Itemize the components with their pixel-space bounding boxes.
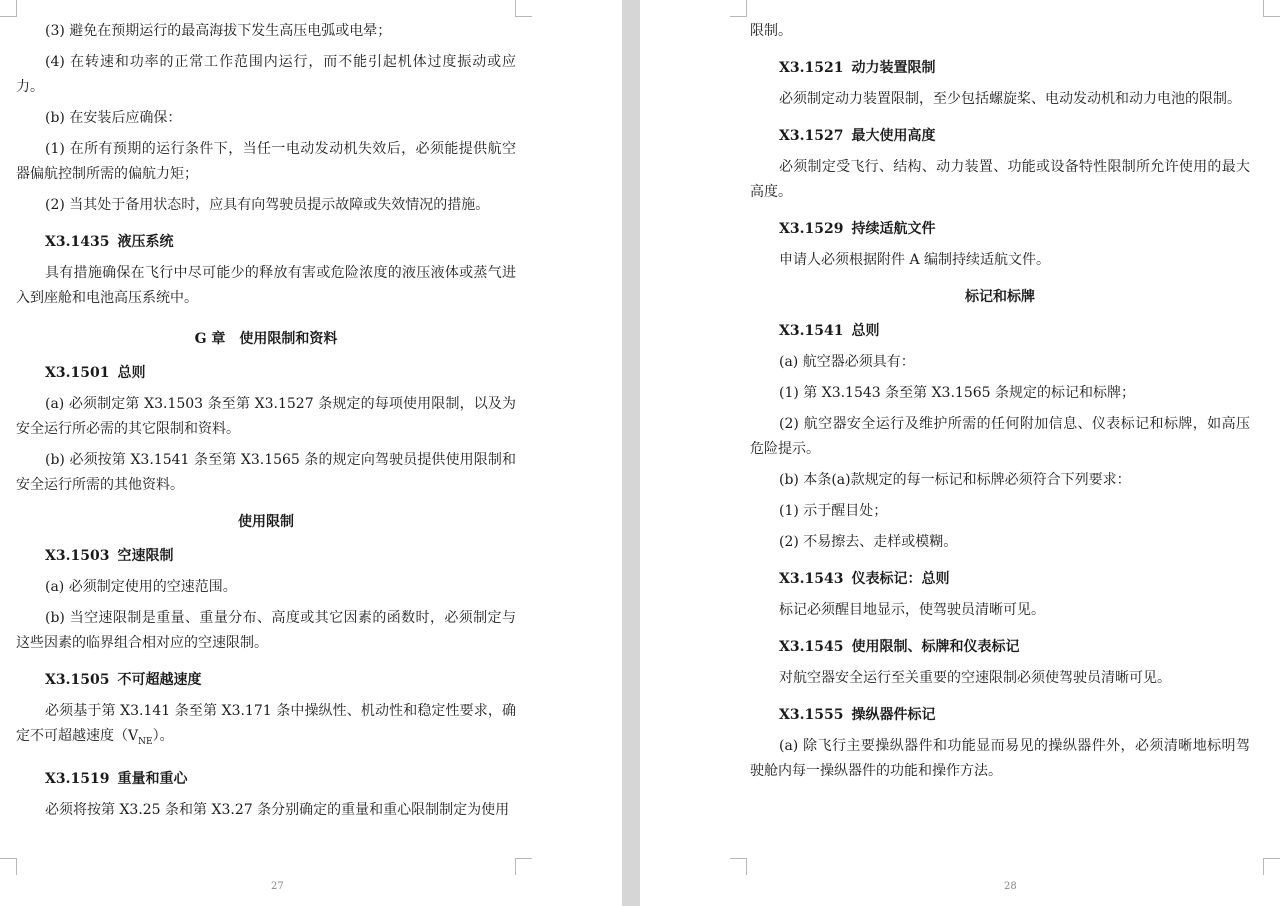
crop-mark-top-right: [1263, 0, 1280, 17]
section-title: 仪表标记：总则: [851, 571, 950, 587]
section-number: X3.1503: [45, 548, 110, 564]
section-title: 液压系统: [117, 234, 174, 250]
paragraph: (a) 航空器必须具有：: [779, 354, 915, 370]
section-heading-x3-1435: [16, 232, 516, 252]
section-heading-x3-1501: [16, 363, 516, 383]
paragraph: 对航空器安全运行至关重要的空速限制必须使驾驶员清晰可见。: [779, 670, 1171, 686]
section-number: X3.1501: [45, 365, 110, 381]
page-gap: [622, 0, 640, 906]
section-title: 持续适航文件: [851, 221, 936, 237]
paragraph: (2) 当其处于备用状态时，应具有向驾驶员提示故障或失效情况的措施。: [45, 197, 490, 213]
paragraph: 必须制定受飞行、结构、动力装置、功能或设备特性限制所允许使用的最大高度。: [750, 159, 1250, 200]
paragraph: (1) 在所有预期的运行条件下，当任一电动发动机失效后，必须能提供航空器偏航控制所需的偏航力矩；: [16, 141, 516, 182]
paragraph: 标记必须醒目地显示，使驾驶员清晰可见。: [779, 602, 1045, 618]
section-heading-x3-1545: [750, 637, 1250, 657]
document-page-27: [0, 0, 622, 906]
section-number: X3.1541: [779, 323, 844, 339]
section-title: 最大使用高度: [851, 128, 936, 144]
crop-mark-top-left: [0, 0, 17, 17]
section-heading-x3-1529: [750, 219, 1250, 239]
section-title: 总则: [851, 323, 880, 339]
section-number: X3.1521: [779, 60, 844, 76]
section-number: X3.1505: [45, 672, 110, 688]
subheading-usage-limits: 使用限制: [238, 514, 294, 530]
section-heading-x3-1521: [750, 58, 1250, 78]
paragraph: (b) 当空速限制是重量、重量分布、高度或其它因素的函数时，必须制定与这些因素的临界组合相对应的空速限制。: [16, 610, 516, 651]
paragraph: 必须制定动力装置限制，至少包括螺旋桨、电动发动机和动力电池的限制。: [779, 91, 1241, 107]
paragraph: (1) 示于醒目处；: [779, 503, 888, 519]
paragraph: (b) 在安装后应确保：: [45, 110, 182, 126]
section-number: X3.1543: [779, 571, 844, 587]
paragraph: (a) 除飞行主要操纵器件和功能显而易见的操纵器件外，必须清晰地标明驾驶舱内每一操纵器件的功能和操作方法。: [750, 738, 1250, 779]
paragraph: (a) 必须制定第 X3.1503 条至第 X3.1527 条规定的每项使用限制，以及为安全运行所必需的其它限制和资料。: [16, 396, 516, 437]
subscript: NE: [138, 736, 153, 747]
paragraph: (a) 必须制定使用的空速范围。: [45, 579, 237, 595]
paragraph: (b) 必须按第 X3.1541 条至第 X3.1565 条的规定向驾驶员提供使用限制和安全运行所需的其他资料。: [16, 452, 516, 493]
paragraph-text: 必须基于第 X3.141 条至第 X3.171 条中操纵性、机动性和稳定性要求，确定不可超越速度（V: [16, 703, 516, 744]
paragraph: 必须将按第 X3.25 条和第 X3.27 条分别确定的重量和重心限制制定为使用: [45, 801, 510, 818]
section-title: 空速限制: [117, 548, 174, 564]
paragraph-text: ）。: [152, 728, 174, 744]
section-number: X3.1435: [45, 234, 110, 250]
crop-mark-top-left: [730, 0, 747, 17]
section-heading-x3-1541: [750, 321, 1250, 341]
paragraph: 限制。: [750, 23, 792, 39]
crop-mark-top-right: [515, 0, 532, 17]
section-heading-x3-1543: [750, 569, 1250, 589]
document-page-28: [640, 0, 1280, 906]
section-title: 操纵器件标记: [851, 707, 936, 723]
paragraph: 具有措施确保在飞行中尽可能少的释放有害或危险浓度的液压液体或蒸气进入到座舱和电池高压系统中。: [16, 265, 516, 306]
page-27-body: [16, 0, 516, 829]
paragraph: (2) 不易擦去、走样或模糊。: [779, 534, 958, 550]
section-title: 动力装置限制: [851, 60, 936, 76]
crop-mark-bottom-right: [1263, 858, 1280, 875]
section-heading-x3-1503: [16, 546, 516, 566]
section-number: X3.1527: [779, 128, 844, 144]
section-heading-x3-1505: [16, 670, 516, 690]
section-number: X3.1555: [779, 707, 844, 723]
chapter-title: G 章 使用限制和资料: [194, 331, 338, 347]
page-number: 27: [271, 881, 284, 892]
crop-mark-bottom-left: [0, 858, 17, 875]
section-title: 使用限制、标牌和仪表标记: [851, 639, 1020, 655]
section-title: 重量和重心: [117, 770, 188, 787]
section-heading-x3-1555: [750, 705, 1250, 725]
paragraph: [16, 699, 516, 755]
paragraph: (3) 避免在预期运行的最高海拔下发生高压电弧或电晕；: [45, 23, 392, 39]
paragraph: (1) 第 X3.1543 条至第 X3.1565 条规定的标记和标牌；: [779, 385, 1135, 401]
section-heading-x3-1527: [750, 126, 1250, 146]
paragraph: (2) 航空器安全运行及维护所需的任何附加信息、仪表标记和标牌，如高压危险提示。: [750, 416, 1250, 457]
page-28-body: [750, 0, 1250, 790]
page-number: 28: [1004, 881, 1017, 892]
section-title: 不可超越速度: [117, 672, 202, 688]
crop-mark-bottom-left: [730, 858, 747, 875]
paragraph: (4) 在转速和功率的正常工作范围内运行，而不能引起机体过度振动或应力。: [16, 54, 516, 95]
subheading-markings-placards: 标记和标牌: [965, 289, 1035, 305]
section-number: X3.1529: [779, 221, 844, 237]
crop-mark-bottom-right: [515, 858, 532, 875]
section-number: X3.1545: [779, 639, 844, 655]
section-title: 总则: [117, 365, 146, 381]
section-heading-x3-1519: [16, 769, 516, 789]
paragraph: 申请人必须根据附件 A 编制持续适航文件。: [779, 252, 1051, 268]
paragraph: (b) 本条(a)款规定的每一标记和标牌必须符合下列要求：: [779, 472, 1131, 488]
section-number: X3.1519: [45, 770, 110, 787]
